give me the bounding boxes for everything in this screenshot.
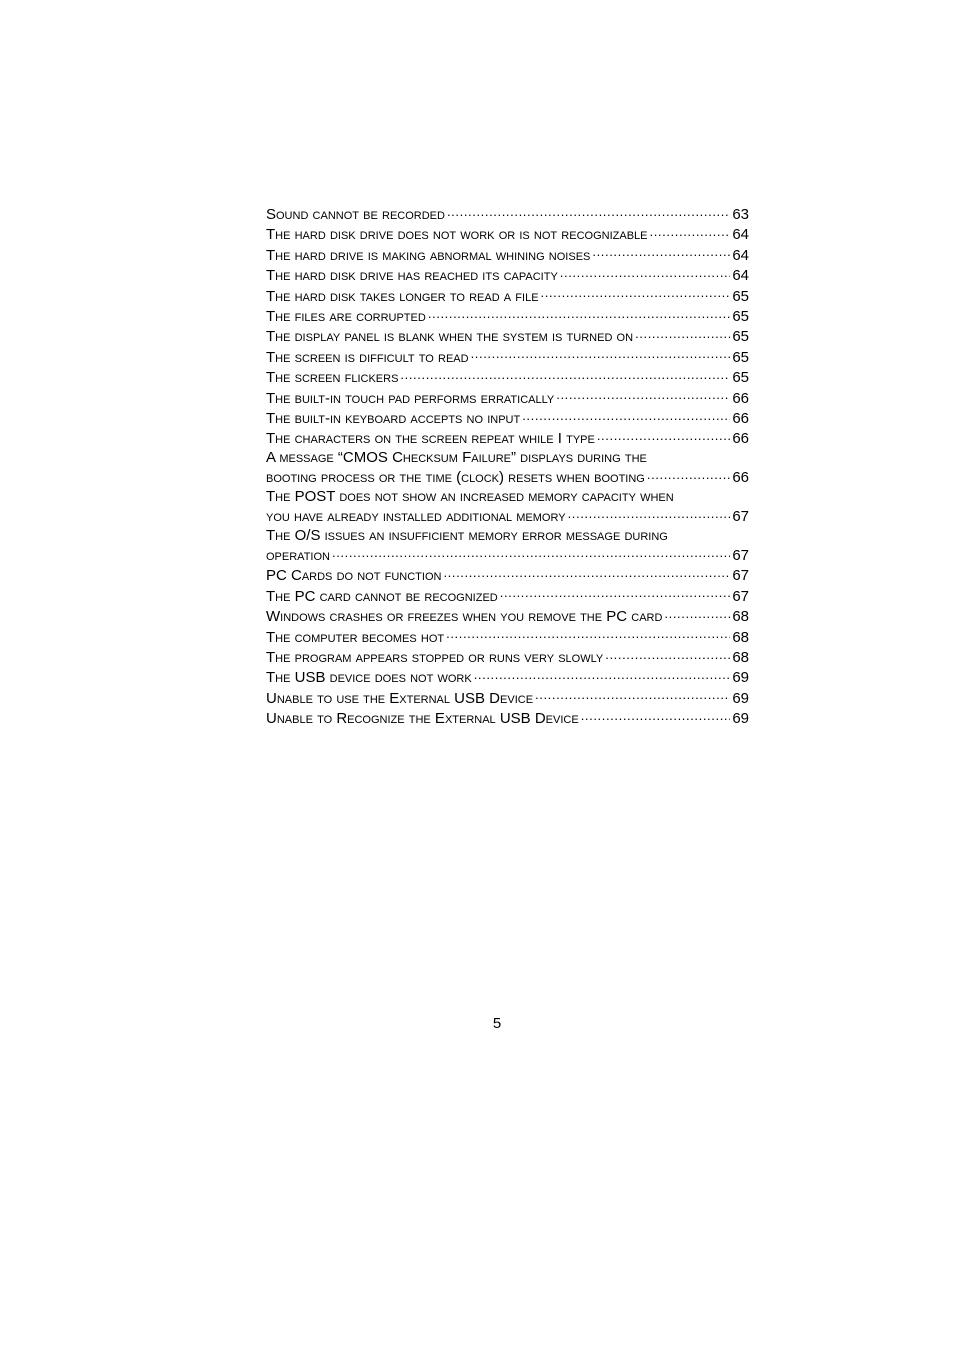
dot-leader bbox=[474, 667, 731, 682]
dot-leader bbox=[428, 306, 731, 321]
toc-entry-page: 69 bbox=[732, 689, 749, 707]
toc-entry[interactable] bbox=[266, 449, 749, 488]
toc-entry[interactable] bbox=[266, 286, 749, 306]
toc-entry-title: The USB device does not work bbox=[266, 669, 472, 687]
toc-entry[interactable] bbox=[266, 326, 749, 346]
toc-entry-page: 65 bbox=[732, 287, 749, 305]
toc-entry-title: A message “CMOS Checksum Failure” displays during the bbox=[266, 448, 647, 466]
dot-leader bbox=[556, 388, 730, 403]
toc-entry[interactable] bbox=[266, 586, 749, 606]
toc-entry[interactable] bbox=[266, 606, 749, 626]
toc-entry-page: 68 bbox=[732, 628, 749, 646]
dot-leader bbox=[635, 326, 730, 341]
toc-entry-title: The PC card cannot be recognized bbox=[266, 587, 498, 605]
toc-entry-title: The POST does not show an increased memory capacity when bbox=[266, 487, 674, 505]
dot-leader bbox=[446, 627, 730, 642]
toc-entry-page: 67 bbox=[732, 546, 749, 564]
toc-entry-page: 64 bbox=[732, 226, 749, 244]
dot-leader bbox=[568, 506, 731, 521]
dot-leader bbox=[605, 647, 730, 662]
toc-entry-page: 64 bbox=[732, 246, 749, 264]
toc-entry-title: The built-in touch pad performs erratically bbox=[266, 389, 555, 407]
toc-entry-page: 67 bbox=[732, 587, 749, 605]
toc-entry[interactable] bbox=[266, 667, 749, 687]
toc-entry-title: The files are corrupted bbox=[266, 308, 426, 326]
toc-entry[interactable] bbox=[266, 306, 749, 326]
toc-entry[interactable] bbox=[266, 265, 749, 285]
toc-entry-page: 68 bbox=[732, 608, 749, 626]
dot-leader bbox=[650, 224, 731, 239]
toc-entry-page: 65 bbox=[732, 308, 749, 326]
toc-entry-title-continued: you have already installed additional memory bbox=[266, 508, 566, 526]
toc-entry-page: 67 bbox=[732, 508, 749, 526]
toc-entry[interactable] bbox=[266, 708, 749, 728]
dot-leader bbox=[597, 428, 730, 443]
toc-entry[interactable] bbox=[266, 388, 749, 408]
dot-leader bbox=[592, 245, 730, 260]
toc-entry[interactable] bbox=[266, 245, 749, 265]
dot-leader bbox=[447, 204, 730, 219]
toc-entry-page: 65 bbox=[732, 348, 749, 366]
toc-entry-title: The O/S issues an insufficient memory error message during bbox=[266, 526, 668, 544]
toc-entry-page: 66 bbox=[732, 430, 749, 448]
toc-entry[interactable] bbox=[266, 647, 749, 667]
toc-entry-title-continued: booting process or the time (clock) resets when booting bbox=[266, 469, 645, 487]
toc-entry-title: Unable to use the External USB Device bbox=[266, 689, 534, 707]
toc-entry-title: Windows crashes or freezes when you remove the PC card bbox=[266, 608, 663, 626]
toc-entry-page: 65 bbox=[732, 369, 749, 387]
toc-entry-title: Sound cannot be recorded bbox=[266, 206, 445, 223]
toc-entry[interactable] bbox=[266, 488, 749, 527]
toc-entry[interactable] bbox=[266, 627, 749, 647]
dot-leader bbox=[664, 606, 730, 621]
toc-entry-page: 66 bbox=[732, 410, 749, 428]
dot-leader bbox=[332, 545, 730, 560]
toc-entry-title: The hard drive is making abnormal whining noises bbox=[266, 246, 591, 264]
toc-entry-page: 66 bbox=[732, 469, 749, 487]
toc-entry-title: The hard disk drive has reached its capacity bbox=[266, 267, 558, 285]
toc-entry-page: 66 bbox=[732, 389, 749, 407]
toc-entry[interactable] bbox=[266, 224, 749, 244]
dot-leader bbox=[400, 367, 730, 382]
dot-leader bbox=[471, 347, 731, 362]
dot-leader bbox=[443, 565, 730, 580]
toc-entry-page: 68 bbox=[732, 648, 749, 666]
toc-entry[interactable] bbox=[266, 527, 749, 566]
dot-leader bbox=[535, 688, 730, 703]
toc-entry-title: The computer becomes hot bbox=[266, 628, 445, 646]
toc-entry-title: The characters on the screen repeat while I type bbox=[266, 430, 595, 448]
toc-entry-page: 67 bbox=[732, 567, 749, 585]
dot-leader bbox=[522, 408, 730, 423]
toc-entry-page: 63 bbox=[732, 206, 749, 223]
dot-leader bbox=[581, 708, 731, 723]
toc-entry-page: 69 bbox=[732, 669, 749, 687]
toc-entry-title: PC Cards do not function bbox=[266, 567, 442, 585]
toc-entry-title: The screen flickers bbox=[266, 369, 399, 387]
toc-entry-title: The screen is difficult to read bbox=[266, 348, 469, 366]
toc-entry-page: 69 bbox=[732, 710, 749, 728]
toc-entry[interactable] bbox=[266, 367, 749, 387]
table-of-contents bbox=[266, 204, 749, 729]
dot-leader bbox=[500, 586, 731, 601]
toc-entry[interactable] bbox=[266, 688, 749, 708]
toc-entry[interactable] bbox=[266, 347, 749, 367]
toc-entry-page: 65 bbox=[732, 328, 749, 346]
toc-entry-title: The built-in keyboard accepts no input bbox=[266, 410, 521, 428]
toc-entry[interactable] bbox=[266, 428, 749, 448]
toc-entry[interactable] bbox=[266, 204, 749, 224]
toc-entry[interactable] bbox=[266, 565, 749, 585]
toc-entry[interactable] bbox=[266, 408, 749, 428]
toc-entry-title: Unable to Recognize the External USB Device bbox=[266, 710, 579, 728]
toc-entry-title: The hard disk drive does not work or is not recognizable bbox=[266, 226, 648, 244]
toc-entry-title: The hard disk takes longer to read a file bbox=[266, 287, 539, 305]
toc-entry-page: 64 bbox=[732, 267, 749, 285]
dot-leader bbox=[560, 265, 731, 280]
toc-entry-title: The program appears stopped or runs very slowly bbox=[266, 648, 604, 666]
page-number: 5 bbox=[492, 1015, 502, 1032]
toc-entry-title-continued: operation bbox=[266, 546, 330, 564]
dot-leader bbox=[647, 467, 730, 482]
dot-leader bbox=[541, 286, 731, 301]
toc-entry-title: The display panel is blank when the system is turned on bbox=[266, 328, 634, 346]
